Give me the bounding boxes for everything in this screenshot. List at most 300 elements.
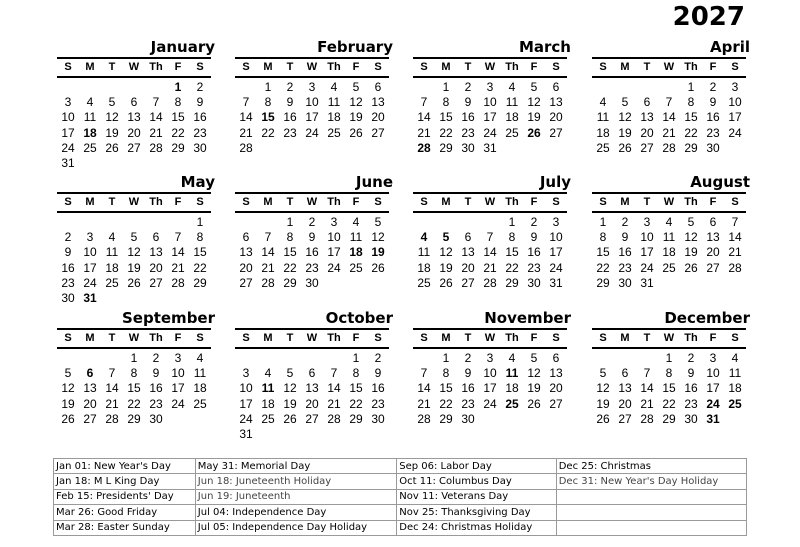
day: 9 [196, 95, 204, 110]
day: 12 [439, 245, 453, 260]
day: 23 [461, 125, 475, 140]
day: 24 [327, 260, 341, 275]
weekday-label: S [592, 192, 614, 213]
weekday-label: T [279, 192, 301, 213]
day: 5 [108, 95, 116, 110]
day: 5 [286, 366, 294, 381]
day: 29 [505, 275, 519, 290]
day: 14 [171, 245, 185, 260]
day: 6 [374, 80, 382, 94]
day: 1 [286, 215, 294, 229]
day: 17 [83, 260, 97, 275]
empty-cell [235, 215, 257, 230]
day: 19 [127, 260, 141, 275]
day: 8 [352, 366, 360, 381]
day: 4 [731, 351, 739, 365]
day: 14 [640, 381, 654, 396]
weekday-label: S [413, 192, 435, 213]
day: 14 [417, 110, 431, 125]
day: 15 [596, 245, 610, 260]
day: 23 [283, 125, 297, 140]
weekday-label: M [79, 192, 101, 213]
day: 27 [549, 396, 563, 411]
day: 20 [706, 245, 720, 260]
empty-cell [123, 215, 145, 230]
holiday-entry: Sep 06: Labor Day [397, 459, 556, 474]
day: 13 [305, 381, 319, 396]
month-february [231, 38, 393, 156]
holiday-row [54, 489, 747, 504]
day: 25 [596, 140, 610, 155]
day: 6 [242, 230, 250, 245]
weekday-label: W [301, 57, 323, 78]
day: 13 [461, 245, 475, 260]
day: 16 [193, 110, 207, 125]
day: 20 [640, 125, 654, 140]
day: 14 [483, 245, 497, 260]
weekday-label: S [57, 192, 79, 213]
day: 6 [552, 351, 560, 365]
day: 31 [239, 426, 253, 441]
day: 21 [417, 125, 431, 140]
day-grid [235, 215, 389, 291]
day: 3 [174, 351, 182, 365]
day: 7 [330, 366, 338, 381]
day: 30 [461, 140, 475, 155]
day: 20 [618, 396, 632, 411]
day: 17 [728, 110, 742, 125]
day: 30 [461, 411, 475, 426]
day: 4 [352, 215, 360, 229]
day: 25 [327, 125, 341, 140]
holiday-day: 31 [706, 411, 720, 426]
day: 16 [706, 110, 720, 125]
empty-cell [79, 351, 101, 366]
day: 4 [86, 95, 94, 110]
day: 26 [105, 140, 119, 155]
day: 15 [127, 381, 141, 396]
day: 3 [486, 80, 494, 94]
day: 30 [149, 411, 163, 426]
weekday-label: W [658, 192, 680, 213]
weekday-header [235, 328, 389, 349]
month-april [588, 38, 750, 156]
day: 18 [417, 260, 431, 275]
day: 16 [618, 245, 632, 260]
empty-cell [435, 215, 457, 230]
day: 9 [709, 95, 717, 110]
empty-cell [323, 351, 345, 366]
holiday-entry: Dec 24: Christmas Holiday [397, 520, 556, 535]
day: 7 [264, 230, 272, 245]
day: 27 [706, 260, 720, 275]
day: 23 [149, 396, 163, 411]
day: 24 [549, 260, 563, 275]
day: 28 [662, 140, 676, 155]
day: 11 [728, 366, 742, 381]
day: 13 [239, 245, 253, 260]
day: 9 [286, 95, 294, 110]
day: 23 [527, 260, 541, 275]
day: 2 [286, 80, 294, 94]
weekday-label: F [702, 192, 724, 213]
day-grid [235, 351, 389, 442]
day: 19 [527, 110, 541, 125]
day-grid [413, 80, 567, 156]
day: 6 [130, 95, 138, 110]
day: 23 [61, 275, 75, 290]
day: 20 [305, 396, 319, 411]
day: 11 [596, 110, 610, 125]
weekday-label: S [367, 57, 389, 78]
day: 7 [731, 215, 739, 229]
weekday-label: W [123, 328, 145, 349]
month-december [588, 309, 750, 427]
weekday-label: M [257, 57, 279, 78]
day: 5 [530, 80, 538, 94]
day: 30 [371, 411, 385, 426]
day: 6 [709, 215, 717, 229]
empty-cell [636, 80, 658, 95]
day: 27 [239, 275, 253, 290]
weekday-label: S [189, 328, 211, 349]
day: 26 [371, 260, 385, 275]
day: 30 [706, 140, 720, 155]
day: 29 [283, 275, 297, 290]
day: 17 [483, 110, 497, 125]
day: 12 [596, 381, 610, 396]
weekday-header [57, 328, 211, 349]
empty-cell [57, 351, 79, 366]
weekday-label: F [523, 192, 545, 213]
empty-cell [167, 215, 189, 230]
weekday-label: T [101, 328, 123, 349]
day: 13 [371, 95, 385, 110]
day: 27 [83, 411, 97, 426]
day: 2 [464, 351, 472, 365]
weekday-label: F [523, 328, 545, 349]
weekday-label: M [614, 192, 636, 213]
day: 2 [709, 80, 717, 94]
day: 11 [349, 230, 363, 245]
holiday-entry: Oct 11: Columbus Day [397, 474, 556, 489]
empty-cell [101, 215, 123, 230]
day: 24 [171, 396, 185, 411]
weekday-header [235, 192, 389, 213]
weekday-label: Th [680, 328, 702, 349]
day: 7 [174, 230, 182, 245]
day: 22 [127, 396, 141, 411]
day: 27 [640, 140, 654, 155]
day: 9 [374, 366, 382, 381]
weekday-label: W [123, 57, 145, 78]
month-name: January [150, 38, 215, 56]
weekday-label: S [724, 57, 746, 78]
day: 21 [171, 260, 185, 275]
day-grid [57, 351, 211, 427]
weekday-label: M [435, 57, 457, 78]
day: 14 [105, 381, 119, 396]
weekday-label: F [345, 328, 367, 349]
weekday-label: F [523, 57, 545, 78]
day: 8 [508, 230, 516, 245]
weekday-label: W [123, 192, 145, 213]
day: 21 [327, 396, 341, 411]
weekday-label: Th [501, 57, 523, 78]
day: 12 [283, 381, 297, 396]
day: 9 [152, 366, 160, 381]
day: 1 [665, 351, 673, 365]
day: 14 [261, 245, 275, 260]
day: 9 [64, 245, 72, 260]
day: 30 [527, 275, 541, 290]
day: 25 [261, 411, 275, 426]
holiday-entry: Jul 04: Independence Day [195, 505, 396, 520]
weekday-header [57, 57, 211, 78]
empty-cell [235, 80, 257, 95]
month-name: September [122, 309, 215, 327]
day: 10 [327, 230, 341, 245]
holiday-entry: May 31: Memorial Day [195, 459, 396, 474]
day: 24 [83, 275, 97, 290]
day: 21 [105, 396, 119, 411]
day: 11 [105, 245, 119, 260]
day: 12 [349, 95, 363, 110]
empty-cell [614, 351, 636, 366]
month-january [53, 38, 215, 171]
day: 12 [684, 230, 698, 245]
empty-cell [79, 215, 101, 230]
day: 13 [618, 381, 632, 396]
day: 15 [283, 245, 297, 260]
empty-cell [145, 215, 167, 230]
day: 18 [728, 381, 742, 396]
day: 12 [105, 110, 119, 125]
day-grid [592, 80, 746, 156]
day: 24 [239, 411, 253, 426]
day: 10 [549, 230, 563, 245]
day: 3 [552, 215, 560, 229]
day-grid [235, 80, 389, 156]
day: 12 [527, 366, 541, 381]
weekday-label: S [724, 328, 746, 349]
day: 28 [483, 275, 497, 290]
day: 23 [193, 125, 207, 140]
weekday-label: M [257, 192, 279, 213]
day: 1 [130, 351, 138, 365]
day: 19 [527, 381, 541, 396]
holiday-entry [556, 505, 746, 520]
day: 15 [439, 110, 453, 125]
day: 18 [505, 381, 519, 396]
day: 18 [327, 110, 341, 125]
day: 7 [152, 95, 160, 110]
day: 2 [464, 80, 472, 94]
holiday-row [54, 520, 747, 535]
day: 30 [305, 275, 319, 290]
day: 28 [171, 275, 185, 290]
day: 13 [706, 230, 720, 245]
month-march [409, 38, 571, 156]
holiday-day: 1 [174, 80, 182, 94]
holiday-entry: Nov 11: Veterans Day [397, 489, 556, 504]
day: 5 [621, 95, 629, 110]
empty-cell [101, 351, 123, 366]
day: 3 [242, 366, 250, 381]
day: 20 [239, 260, 253, 275]
day: 11 [505, 95, 519, 110]
weekday-label: W [301, 328, 323, 349]
day: 19 [61, 396, 75, 411]
day: 13 [549, 95, 563, 110]
month-name: March [518, 38, 571, 56]
day: 7 [242, 95, 250, 110]
month-july [409, 173, 571, 291]
day: 1 [508, 215, 516, 229]
day: 23 [618, 260, 632, 275]
day: 27 [149, 275, 163, 290]
day: 13 [549, 366, 563, 381]
weekday-label: S [545, 192, 567, 213]
day: 25 [417, 275, 431, 290]
day: 10 [728, 95, 742, 110]
day: 1 [264, 80, 272, 94]
empty-cell [257, 215, 279, 230]
day: 8 [196, 230, 204, 245]
day: 4 [599, 95, 607, 110]
holiday-day: 25 [728, 396, 742, 411]
weekday-label: M [79, 328, 101, 349]
day: 28 [105, 411, 119, 426]
weekday-header [235, 57, 389, 78]
day: 8 [442, 366, 450, 381]
weekday-label: W [658, 57, 680, 78]
day: 29 [127, 411, 141, 426]
day: 4 [330, 80, 338, 94]
weekday-header [592, 192, 746, 213]
day: 27 [461, 275, 475, 290]
month-name: May [180, 173, 215, 191]
day: 18 [505, 110, 519, 125]
empty-cell [123, 80, 145, 95]
day: 7 [420, 366, 428, 381]
holiday-entry: Mar 28: Easter Sunday [54, 520, 196, 535]
day: 15 [505, 245, 519, 260]
day: 3 [330, 215, 338, 229]
holiday-entry: Jan 01: New Year's Day [54, 459, 196, 474]
holiday-entry: Jul 05: Independence Day Holiday [195, 520, 396, 535]
empty-cell [235, 351, 257, 366]
weekday-label: T [636, 328, 658, 349]
weekday-label: M [614, 328, 636, 349]
weekday-header [57, 192, 211, 213]
day: 22 [596, 260, 610, 275]
year-title: 2027 [672, 2, 745, 32]
holiday-day: 15 [261, 110, 275, 125]
holiday-day: 6 [86, 366, 94, 381]
day: 22 [684, 125, 698, 140]
day: 27 [371, 125, 385, 140]
holiday-day: 26 [527, 125, 541, 140]
weekday-label: S [235, 192, 257, 213]
weekday-label: S [235, 328, 257, 349]
day: 10 [305, 95, 319, 110]
weekday-header [592, 57, 746, 78]
day: 9 [308, 230, 316, 245]
weekday-label: T [457, 57, 479, 78]
holiday-day: 11 [261, 381, 275, 396]
day: 26 [439, 275, 453, 290]
empty-cell [257, 351, 279, 366]
day: 21 [149, 125, 163, 140]
day: 22 [171, 125, 185, 140]
empty-cell [145, 80, 167, 95]
day: 27 [618, 411, 632, 426]
day: 14 [728, 230, 742, 245]
day: 5 [130, 230, 138, 245]
day: 31 [640, 275, 654, 290]
day: 12 [61, 381, 75, 396]
holiday-entry: Jun 18: Juneteenth Holiday [195, 474, 396, 489]
holiday-row [54, 459, 747, 474]
weekday-label: F [167, 57, 189, 78]
month-september [53, 309, 215, 427]
day: 3 [731, 80, 739, 94]
weekday-label: S [413, 328, 435, 349]
day: 19 [596, 396, 610, 411]
weekday-label: S [57, 328, 79, 349]
day-grid [57, 215, 211, 306]
weekday-label: Th [145, 192, 167, 213]
day: 29 [349, 411, 363, 426]
day: 15 [662, 381, 676, 396]
day: 15 [439, 381, 453, 396]
day: 2 [530, 215, 538, 229]
day: 20 [549, 110, 563, 125]
day: 29 [662, 411, 676, 426]
day: 10 [61, 110, 75, 125]
day: 16 [461, 110, 475, 125]
empty-cell [636, 351, 658, 366]
month-october [231, 309, 393, 442]
day: 26 [618, 140, 632, 155]
day: 17 [61, 125, 75, 140]
empty-cell [79, 80, 101, 95]
day: 10 [483, 366, 497, 381]
day: 7 [108, 366, 116, 381]
day: 8 [442, 95, 450, 110]
weekday-label: Th [501, 192, 523, 213]
month-name: November [484, 309, 571, 327]
day: 16 [527, 245, 541, 260]
day: 20 [83, 396, 97, 411]
month-june [231, 173, 393, 291]
day: 19 [105, 125, 119, 140]
day: 16 [684, 381, 698, 396]
weekday-label: W [479, 57, 501, 78]
day-grid [57, 80, 211, 171]
day: 13 [127, 110, 141, 125]
day: 17 [171, 381, 185, 396]
day: 15 [171, 110, 185, 125]
day: 3 [486, 351, 494, 365]
day: 2 [687, 351, 695, 365]
day: 8 [130, 366, 138, 381]
weekday-label: F [167, 328, 189, 349]
day: 16 [149, 381, 163, 396]
weekday-header [413, 328, 567, 349]
weekday-label: T [457, 328, 479, 349]
